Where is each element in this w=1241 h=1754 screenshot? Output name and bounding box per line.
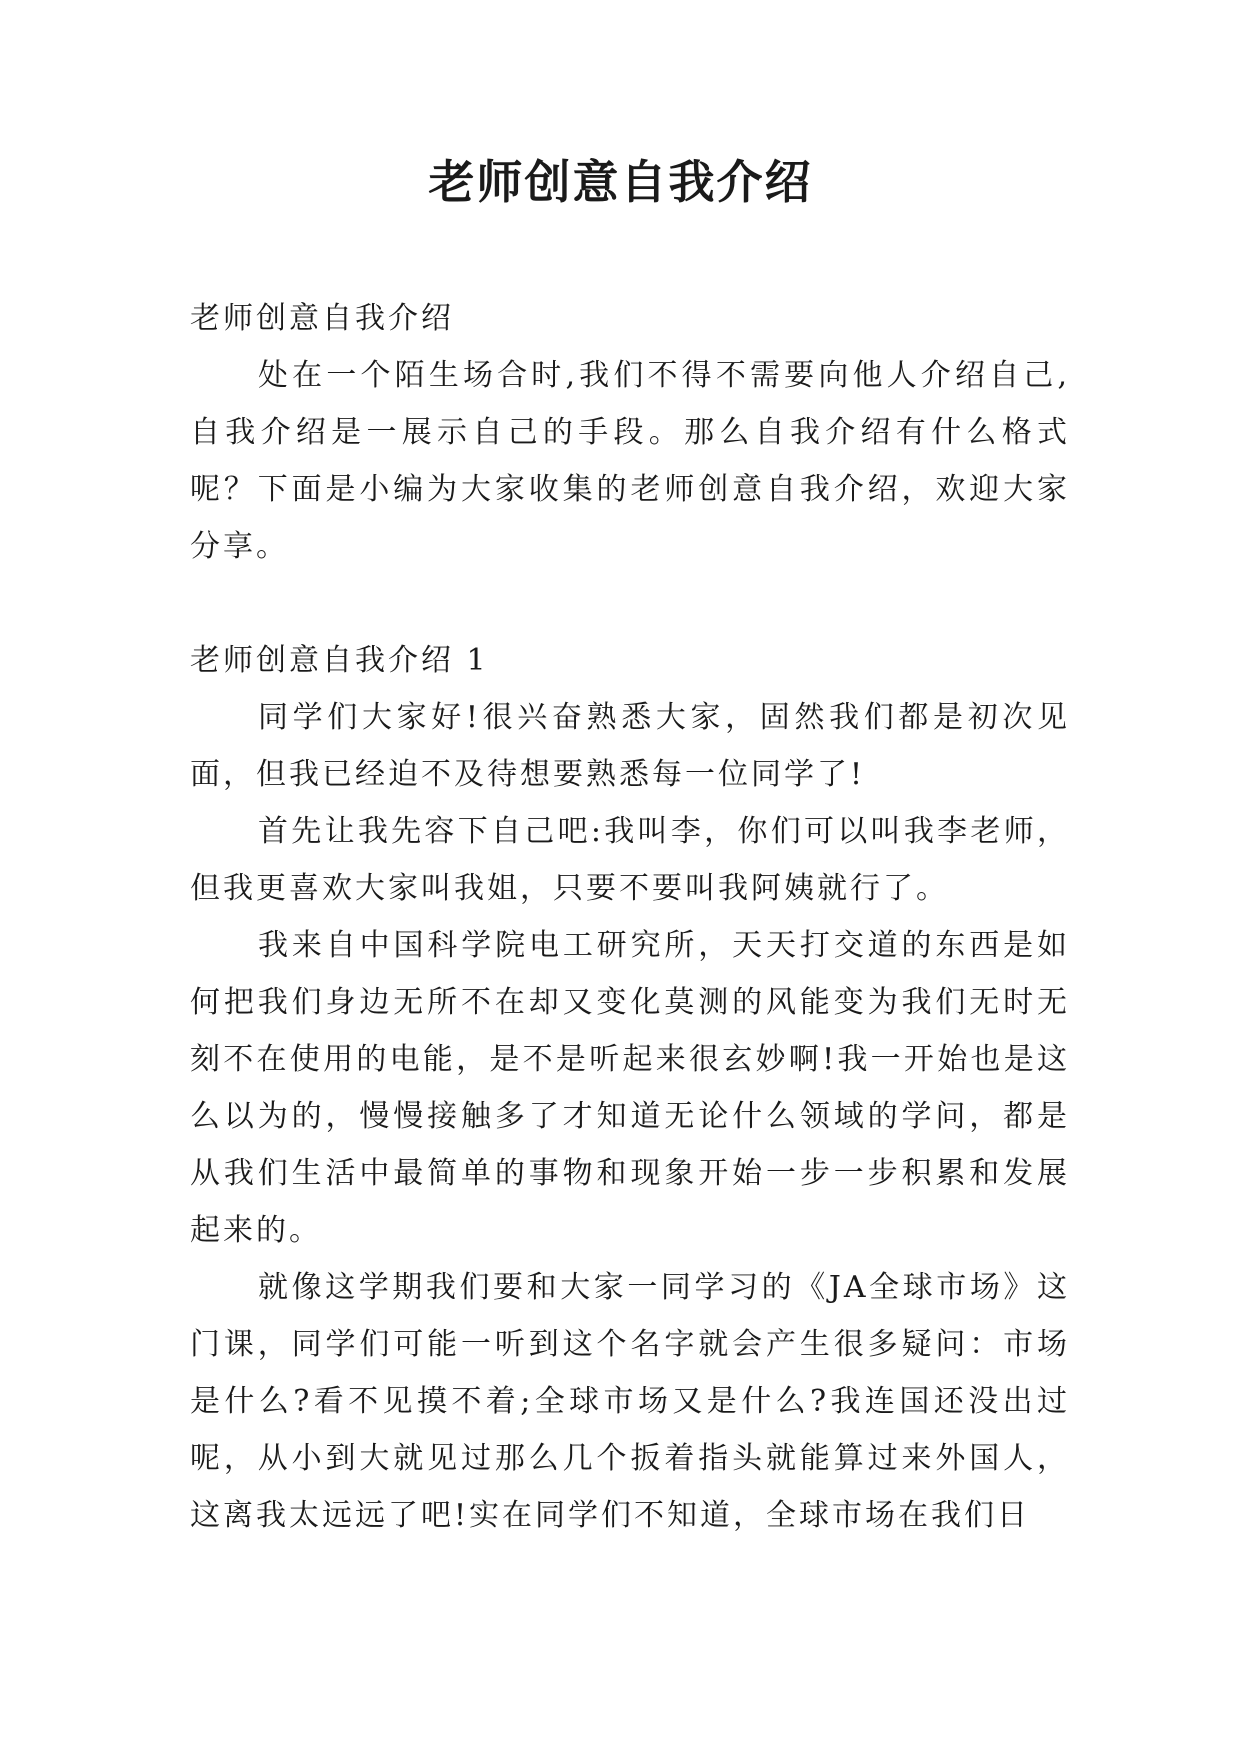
intro-heading: 老师创意自我介绍 — [190, 301, 454, 336]
section-1-paragraph-1: 同学们大家好!很兴奋熟悉大家，固然我们都是初次见面，但我已经迫不及待想要熟悉每一位同学了! — [190, 700, 1070, 792]
section-1-paragraph-3: 我来自中国科学院电工研究所，天天打交道的东西是如何把我们身边无所不在却又变化莫测的风能变为我们无时无刻不在使用的电能，是不是听起来很玄妙啊!我一开始也是这么以为的，慢慢接触多了才知道无论什么领域的学问，都是从我们生活中最简单的事物和现象开始一步一步积累和发展起来的。 — [190, 928, 1070, 1248]
document-body — [190, 290, 1070, 1544]
intro-paragraph: 处在一个陌生场合时,我们不得不需要向他人介绍自己,自我介绍是一展示自己的手段。那么自我介绍有什么格式呢？下面是小编为大家收集的老师创意自我介绍，欢迎大家分享。 — [190, 358, 1070, 564]
section-1-heading: 老师创意自我介绍 1 — [190, 643, 489, 678]
section-1-paragraph-4: 就像这学期我们要和大家一同学习的《JA全球市场》这门课，同学们可能一听到这个名字就会产生很多疑问：市场是什么?看不见摸不着;全球市场又是什么?我连国还没出过呢，从小到大就见过那么几个扳着指头就能算过来外国人，这离我太远远了吧!实在同学们不知道，全球市场在我们日 — [190, 1270, 1070, 1533]
section-1-paragraph-2: 首先让我先容下自己吧:我叫李，你们可以叫我李老师，但我更喜欢大家叫我姐，只要不要叫我阿姨就行了。 — [190, 814, 1070, 906]
document-title: 老师创意自我介绍 — [428, 155, 813, 209]
